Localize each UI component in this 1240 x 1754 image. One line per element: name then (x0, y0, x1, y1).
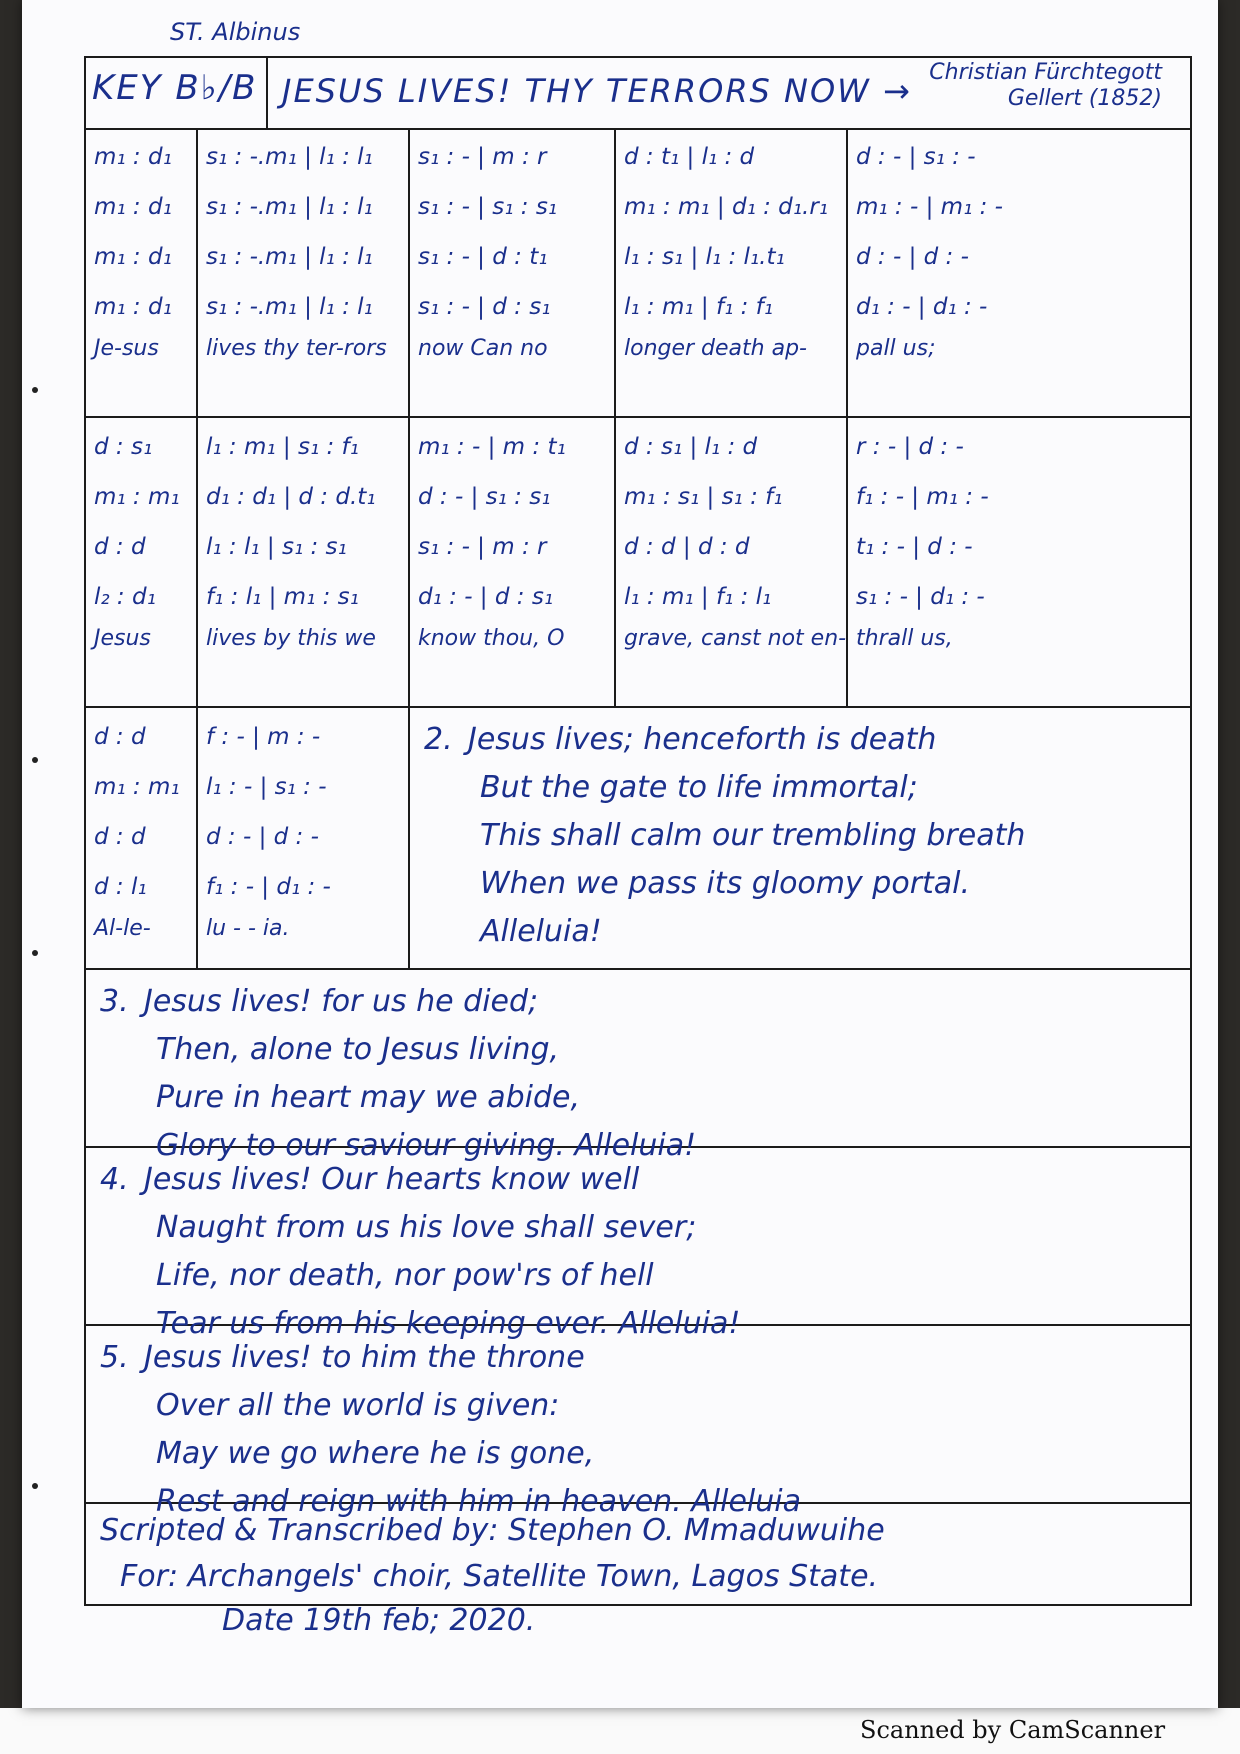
music-block-1 (86, 128, 1190, 418)
notation-line: m₁ : s₁ | s₁ : f₁ (624, 484, 783, 510)
notation-line: m₁ : d₁ (94, 194, 172, 220)
notation-line: s₁ : -.m₁ | l₁ : l₁ (206, 194, 373, 220)
notation-line: m₁ : - | m : t₁ (418, 434, 566, 460)
lyric-syllables: pall us; (856, 336, 936, 361)
transcription-date: Date 19th feb; 2020. (222, 1603, 536, 1638)
credits (86, 1504, 1190, 1606)
music-block-2 (86, 418, 1190, 708)
verse-line: Naught from us his love shall sever; (156, 1210, 697, 1245)
scanner-watermark: Scanned by CamScanner (860, 1716, 1166, 1744)
notation-line: m₁ : d₁ (94, 244, 172, 270)
music-block-3 (86, 708, 1190, 970)
notation-line: s₁ : -.m₁ | l₁ : l₁ (206, 294, 373, 320)
verse-3-block (86, 970, 1190, 1163)
verse-5 (86, 1326, 1190, 1519)
margin-mark (32, 1483, 38, 1489)
verse-5-block (86, 1326, 1190, 1519)
verse-line: But the gate to life immortal; (480, 770, 918, 805)
column-2 (198, 418, 410, 706)
verse-line: When we pass its gloomy portal. (480, 866, 971, 901)
notation-line: l₁ : m₁ | f₁ : l₁ (624, 584, 772, 610)
column-1 (86, 128, 198, 416)
verse-text: Jesus lives; henceforth is death (468, 722, 937, 757)
verse-text: Jesus lives! for us he died; (144, 984, 539, 1019)
hymn-title: JESUS LIVES! THY TERRORS NOW → (282, 72, 912, 110)
notation-line: d : t₁ | l₁ : d (624, 144, 755, 170)
lyric-syllables: lives thy ter-rors (206, 336, 387, 361)
lyric-syllables: Je-sus (94, 336, 159, 361)
notation-line: d : - | d : - (206, 824, 319, 850)
verse-line: May we go where he is gone, (156, 1436, 595, 1471)
verse-number: 2. (424, 722, 453, 757)
notation-line: l₁ : - | s₁ : - (206, 774, 327, 800)
column-4 (616, 128, 848, 416)
notation-line: s₁ : - | m : r (418, 144, 547, 170)
notation-line: d₁ : d₁ | d : d.t₁ (206, 484, 376, 510)
column-4 (616, 418, 848, 706)
notation-line: d : s₁ | l₁ : d (624, 434, 758, 460)
notation-line: m₁ : d₁ (94, 294, 172, 320)
notation-line: d : - | d : - (856, 244, 969, 270)
verse-line (100, 1334, 1190, 1382)
lyric-syllables: know thou, O (418, 626, 565, 651)
lyric-syllables: grave, canst not en- (624, 626, 847, 651)
notation-line: f₁ : l₁ | m₁ : s₁ (206, 584, 359, 610)
notation-line: m₁ : m₁ (94, 774, 180, 800)
notation-line: d : s₁ (94, 434, 153, 460)
verse-number: 3. (100, 984, 129, 1019)
lyric-syllables: lu - - ia. (206, 916, 290, 941)
notation-line: m₁ : d₁ (94, 144, 172, 170)
column-3 (410, 418, 616, 706)
notation-line: f : - | m : - (206, 724, 321, 750)
verse-4 (86, 1148, 1190, 1341)
credit-line: Scripted & Transcribed by: Stephen O. Mmaduwuihe (100, 1513, 885, 1548)
notation-line: m₁ : m₁ | d₁ : d₁.r₁ (624, 194, 828, 220)
verse-2 (410, 708, 1190, 968)
notation-line: t₁ : - | d : - (856, 534, 973, 560)
notation-line: s₁ : - | d₁ : - (856, 584, 985, 610)
verse-line (100, 1156, 1190, 1204)
notation-line: d : - | s₁ : - (856, 144, 976, 170)
margin-mark (32, 387, 38, 393)
column-5 (848, 418, 1190, 706)
lyric-syllables: lives by this we (206, 626, 376, 651)
verse-line: This shall calm our trembling breath (480, 818, 1026, 853)
column-3 (410, 128, 616, 416)
verse-text: Jesus lives! Our hearts know well (144, 1162, 640, 1197)
score-frame (84, 56, 1192, 1606)
verse-line (100, 978, 1190, 1026)
notation-line: l₁ : l₁ | s₁ : s₁ (206, 534, 347, 560)
notation-line: s₁ : -.m₁ | l₁ : l₁ (206, 244, 373, 270)
verse-line: Then, alone to Jesus living, (156, 1032, 560, 1067)
notation-line: m₁ : - | m₁ : - (856, 194, 1003, 220)
notation-line: r : - | d : - (856, 434, 964, 460)
notation-line: l₂ : d₁ (94, 584, 156, 610)
verse-line: Over all the world is given: (156, 1388, 560, 1423)
composer-date: Gellert (1852) (1007, 86, 1162, 111)
notation-line: f₁ : - | m₁ : - (856, 484, 989, 510)
notation-line: d : d (94, 534, 146, 560)
notation-line: d : d (94, 824, 146, 850)
margin-mark (32, 757, 38, 763)
verse-number: 4. (100, 1162, 129, 1197)
tune-name: ST. Albinus (170, 18, 301, 46)
column-1 (86, 418, 198, 706)
verse-line: Glory to our saviour giving. Alleluia! (156, 1128, 697, 1163)
sheet (22, 0, 1218, 1708)
divider (266, 58, 268, 128)
column-2 (198, 708, 410, 968)
verse-line: Rest and reign with him in heaven. Alleluia (156, 1484, 801, 1519)
notation-line: s₁ : -.m₁ | l₁ : l₁ (206, 144, 373, 170)
notation-line: d : - | s₁ : s₁ (418, 484, 551, 510)
notation-line: d : d | d : d (624, 534, 750, 560)
notation-line: f₁ : - | d₁ : - (206, 874, 331, 900)
column-1 (86, 708, 198, 968)
lyric-syllables: now Can no (418, 336, 548, 361)
composer (929, 60, 1162, 112)
margin-mark (32, 950, 38, 956)
lyric-syllables: longer death ap- (624, 336, 807, 361)
composer-name: Christian Fürchtegott (929, 60, 1162, 85)
notation-line: s₁ : - | d : s₁ (418, 294, 551, 320)
key-signature: KEY B♭/B (92, 68, 258, 108)
notation-line: l₁ : s₁ | l₁ : l₁.t₁ (624, 244, 785, 270)
title-row (86, 58, 1190, 130)
notation-line: d : d (94, 724, 146, 750)
notation-line: m₁ : m₁ (94, 484, 180, 510)
notation-line: l₁ : m₁ | s₁ : f₁ (206, 434, 359, 460)
column-2 (198, 128, 410, 416)
notation-line: s₁ : - | d : t₁ (418, 244, 548, 270)
credit-line: For: Archangels' choir, Satellite Town, Lagos State. (120, 1559, 879, 1594)
notation-line: s₁ : - | m : r (418, 534, 547, 560)
verse-line (424, 716, 1190, 764)
verse-text: Jesus lives! to him the throne (144, 1340, 585, 1375)
credits-block (86, 1504, 1190, 1606)
verse-line: Pure in heart may we abide, (156, 1080, 581, 1115)
lyric-syllables: Jesus (94, 626, 151, 651)
verse-line: Life, nor death, nor pow'rs of hell (156, 1258, 654, 1293)
notation-line: d₁ : - | d : s₁ (418, 584, 554, 610)
verse-4-block (86, 1148, 1190, 1341)
verse-line: Tear us from his keeping ever. Alleluia! (156, 1306, 741, 1341)
column-5 (848, 128, 1190, 416)
notation-line: s₁ : - | s₁ : s₁ (418, 194, 558, 220)
verse-3 (86, 970, 1190, 1163)
verse-line: Alleluia! (480, 914, 602, 949)
lyric-syllables: thrall us, (856, 626, 953, 651)
notation-line: d : l₁ (94, 874, 147, 900)
verse-number: 5. (100, 1340, 129, 1375)
lyric-syllables: Al-le- (94, 916, 151, 941)
notation-line: d₁ : - | d₁ : - (856, 294, 988, 320)
notation-line: l₁ : m₁ | f₁ : f₁ (624, 294, 773, 320)
